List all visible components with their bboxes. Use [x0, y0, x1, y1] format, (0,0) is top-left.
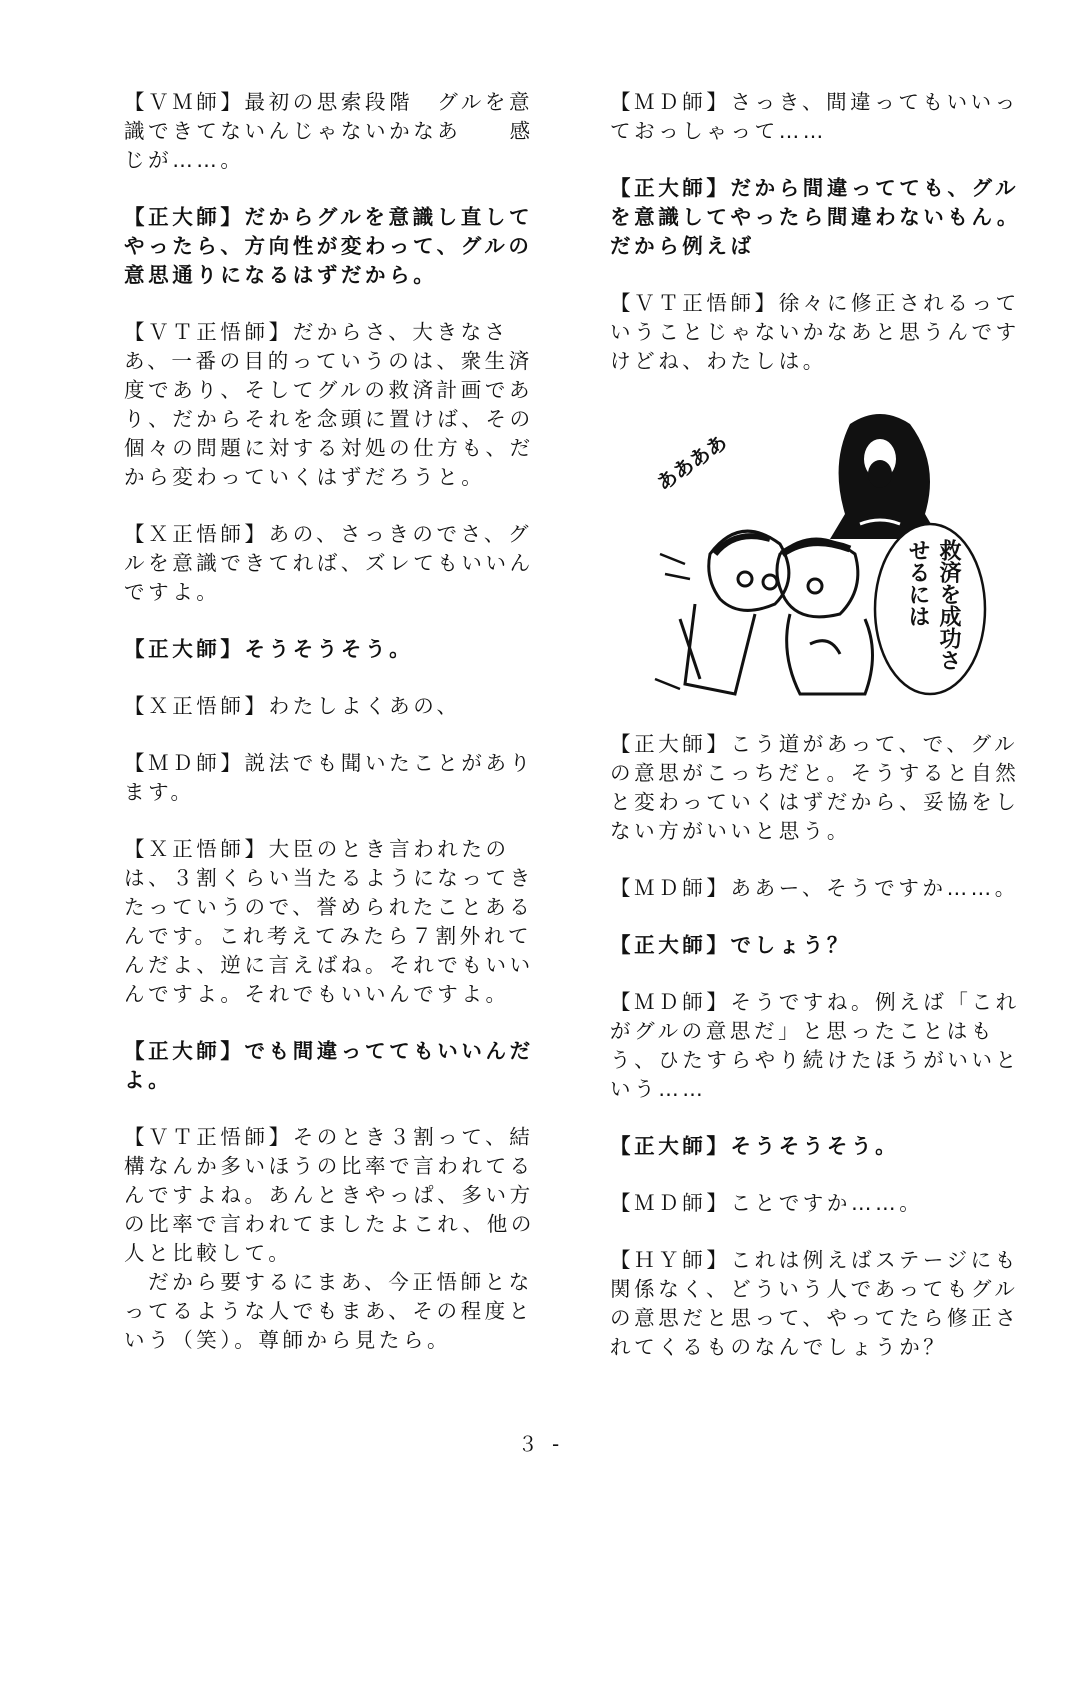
dialogue-text: 徐々に修正されるっていうことじゃないかなあと思うんですけどね、わたしは。: [610, 291, 1020, 373]
guru-figure: [830, 414, 940, 539]
dialogue-text: 最初の思索段階 グルを意識できてないんじゃないかなあ 感じが……。: [124, 90, 534, 172]
speech-bubble-text: 救済を成功させるには: [905, 539, 961, 671]
dialogue-paragraph: [610, 730, 1040, 846]
dialogue-paragraph: [610, 931, 1040, 960]
speaker-label: 【ＶＴ正悟師】: [610, 291, 779, 315]
dialogue-text: さっき、間違ってもいいっておっしゃって……: [610, 90, 1019, 143]
dialogue-text: ああー、そうですか……。: [730, 876, 1019, 900]
speaker-label: 【ＭＤ師】: [124, 751, 245, 775]
dialogue-paragraph: [124, 692, 554, 721]
speaker-label: 【正大師】: [610, 732, 731, 756]
dialogue-paragraph: [124, 1037, 554, 1095]
speaker-label: 【ＭＤ師】: [610, 90, 731, 114]
speaker-label: 【ＭＤ師】: [610, 990, 731, 1014]
person-left: [680, 531, 789, 694]
dialogue-text: そうそうそう。: [244, 637, 414, 661]
page-number: ３ -: [517, 1432, 564, 1456]
illustration: [640, 404, 1020, 704]
speaker-label: 【ＭＤ師】: [610, 876, 731, 900]
dialogue-text: だから間違ってても、グルを意識してやったら間違わないもん。だから例えば: [610, 176, 1021, 258]
speaker-label: 【正大師】: [610, 1134, 731, 1158]
dialogue-text: そのとき３割って、結構なんか多いほうの比率で言われてるんですよね。あんときやっぱ、多い方の比率で言われてましたよこれ、他の人と比較して。 だから要するにまあ、今正悟師となってるような人でもまあ、その程度という（笑）。尊師から見たら。: [124, 1125, 535, 1352]
illustration-exclamation: ああああ: [652, 429, 732, 496]
speaker-label: 【正大師】: [610, 176, 731, 200]
dialogue-text: こう道があって、で、グルの意思がこっちだと。そうすると自然と変わっていくはずだから、妥協をしない方がいいと思う。: [610, 732, 1020, 843]
dialogue-paragraph: [610, 88, 1040, 146]
right-column-top: [610, 88, 1040, 376]
speaker-label: 【Ｘ正悟師】: [124, 837, 269, 861]
speaker-label: 【ＶＭ師】: [124, 90, 245, 114]
dialogue-text: 説法でも聞いたことがあります。: [124, 751, 534, 804]
dialogue-text: でも間違っててもいいんだよ。: [124, 1039, 534, 1092]
dialogue-text: わたしよくあの、: [268, 694, 461, 718]
speaker-label: 【ＶＴ正悟師】: [124, 320, 293, 344]
speaker-label: 【正大師】: [610, 933, 731, 957]
dialogue-text: あの、さっきのでさ、グルを意識できてれば、ズレてもいいんですよ。: [124, 522, 534, 604]
speaker-label: 【正大師】: [124, 637, 245, 661]
speaker-label: 【正大師】: [124, 1039, 245, 1063]
speaker-label: 【ＶＴ正悟師】: [124, 1125, 293, 1149]
speaker-label: 【ＭＤ師】: [610, 1191, 731, 1215]
dialogue-text: ことですか……。: [730, 1191, 924, 1215]
dialogue-paragraph: [610, 289, 1040, 376]
dialogue-paragraph: [610, 1246, 1040, 1362]
dialogue-text: でしょう？: [730, 933, 851, 957]
dialogue-paragraph: [124, 520, 554, 607]
dialogue-paragraph: [610, 988, 1040, 1104]
dialogue-paragraph: [124, 318, 554, 492]
motion-lines: [655, 554, 690, 689]
dialogue-text: そうですね。例えば「これがグルの意思だ」と思ったことはもう、ひたすらやり続けたほうがいいという……: [610, 990, 1020, 1101]
dialogue-text: だからグルを意識し直してやったら、方向性が変わって、グルの意思通りになるはずだから。: [124, 205, 534, 287]
dialogue-text: そうそうそう。: [730, 1134, 900, 1158]
speaker-label: 【正大師】: [124, 205, 245, 229]
right-column-bottom: [610, 730, 1040, 1362]
dialogue-paragraph: [124, 88, 554, 175]
dialogue-paragraph: [610, 874, 1040, 903]
speaker-label: 【Ｘ正悟師】: [124, 522, 269, 546]
speaker-label: 【ＨＹ師】: [610, 1248, 731, 1272]
dialogue-text: これは例えばステージにも関係なく、どういう人であってもグルの意思だと思って、やってたら修正されてくるものなんでしょうか？: [610, 1248, 1020, 1359]
dialogue-paragraph: [610, 174, 1040, 261]
dialogue-paragraph: [124, 203, 554, 290]
speaker-label: 【Ｘ正悟師】: [124, 694, 269, 718]
dialogue-text: 大臣のとき言われたのは、３割くらい当たるようになってきたっていうので、誉められたことあるんです。これ考えてみたら７割外れてんだよ、逆に言えばね。それでもいいんですよ。それでもいいんですよ。: [124, 837, 534, 1006]
dialogue-paragraph: [124, 835, 554, 1009]
dialogue-paragraph: [124, 749, 554, 807]
dialogue-paragraph: [124, 635, 554, 664]
dialogue-paragraph: [610, 1189, 1040, 1218]
dialogue-text: だからさ、大きなさあ、一番の目的っていうのは、衆生済度であり、そしてグルの救済計画であり、だからそれを念頭に置けば、その個々の問題に対する対処の仕方も、だから変わっていくはずだろうと。: [124, 320, 534, 489]
dialogue-paragraph: [124, 1123, 554, 1355]
left-column: [124, 88, 554, 1383]
right-column: [610, 88, 1040, 1390]
person-right: [777, 539, 873, 694]
dialogue-paragraph: [610, 1132, 1040, 1161]
